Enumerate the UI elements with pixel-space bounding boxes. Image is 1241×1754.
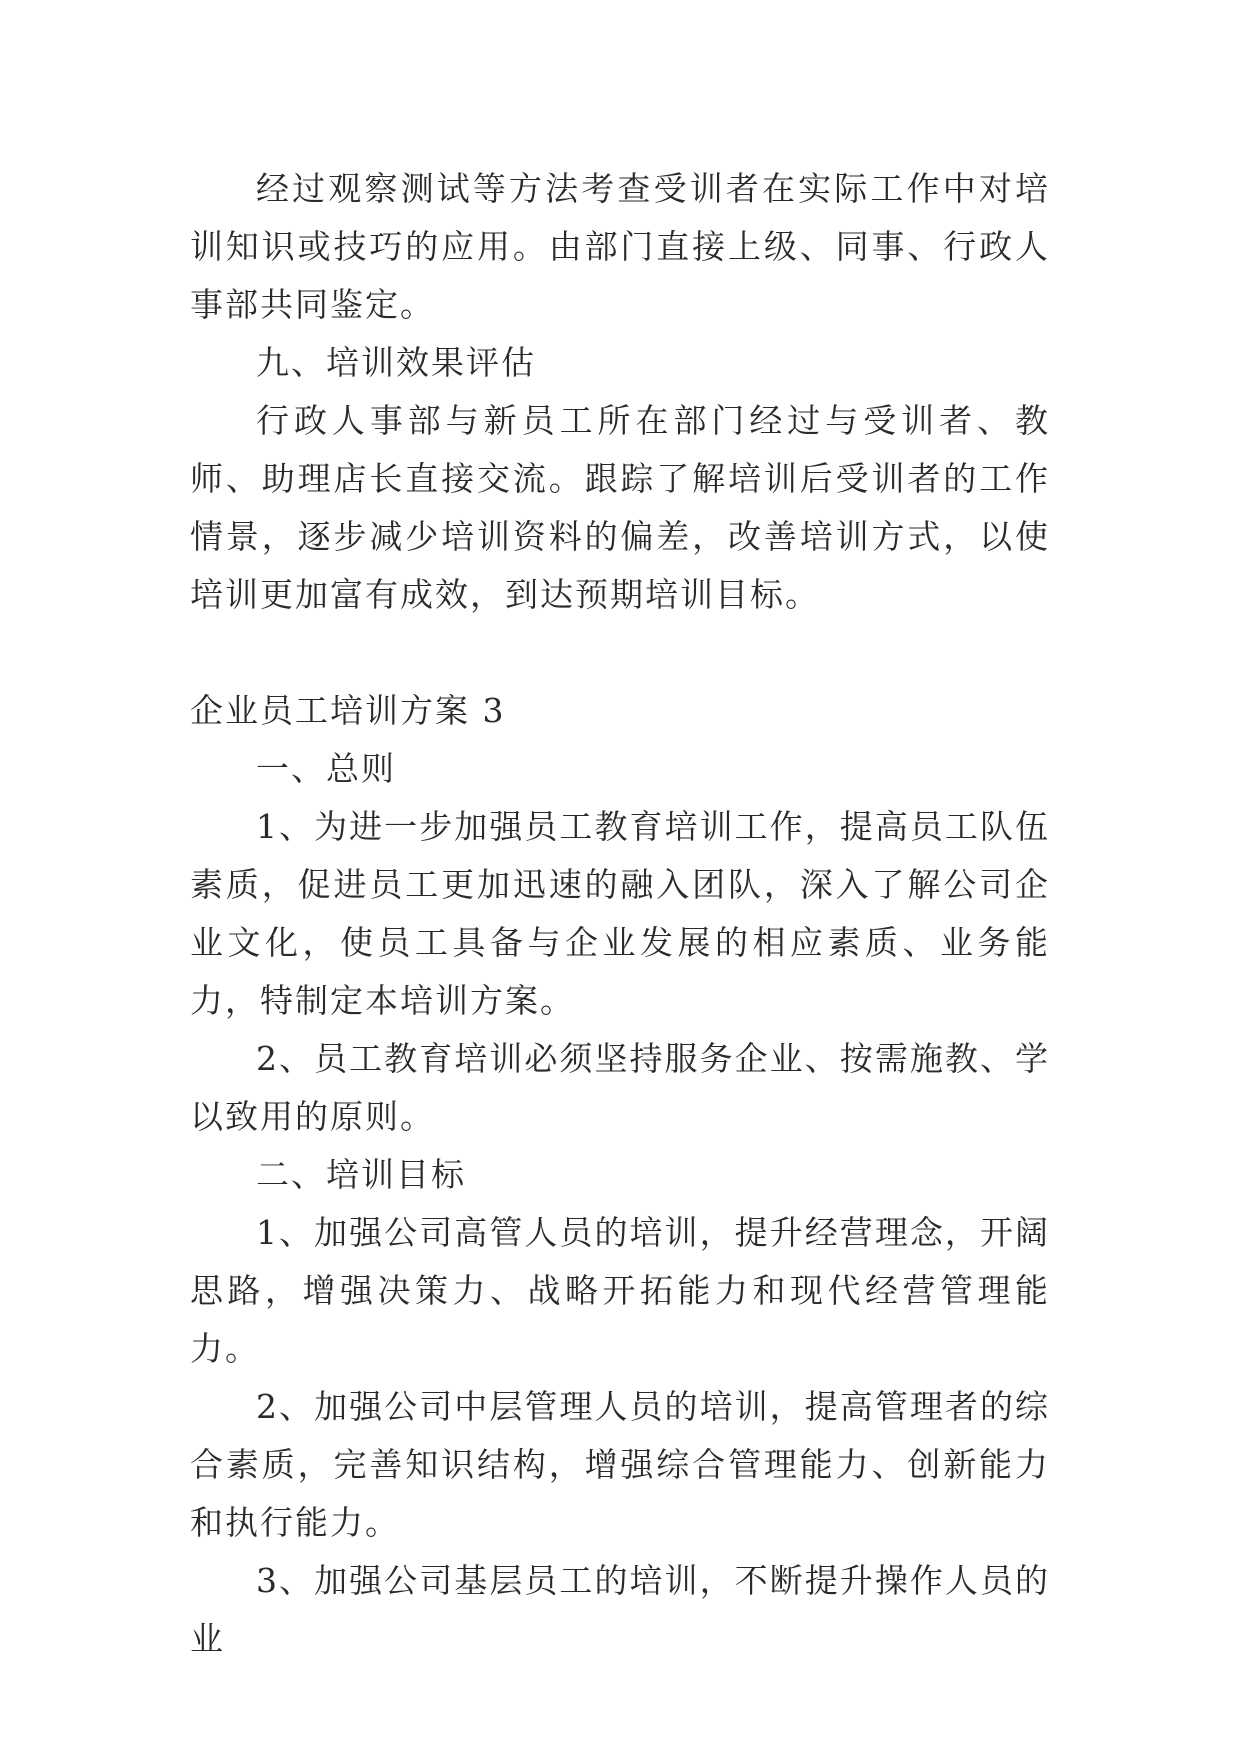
document-title: 企业员工培训方案 3	[190, 691, 506, 730]
paragraph-goal-1: 1、加强公司高管人员的培训，提升经营理念，开阔思路，增强决策力、战略开拓能力和现代经营管理能力。	[190, 1213, 1050, 1368]
section-heading-training-goals: 二、培训目标	[256, 1155, 466, 1194]
paragraph-goal-3: 3、加强公司基层员工的培训，不断提升操作人员的业	[190, 1561, 1050, 1658]
paragraph-general-2: 2、员工教育培训必须坚持服务企业、按需施教、学以致用的原则。	[190, 1039, 1050, 1136]
paragraph-training-effect-assessment: 行政人事部与新员工所在部门经过与受训者、教师、助理店长直接交流。跟踪了解培训后受训者的工作情景，逐步减少培训资料的偏差，改善培训方式，以使培训更加富有成效，到达预期培训目标。	[190, 401, 1050, 614]
paragraph-goal-2: 2、加强公司中层管理人员的培训，提高管理者的综合素质，完善知识结构，增强综合管理能力、创新能力和执行能力。	[190, 1387, 1050, 1542]
document-body	[190, 160, 1050, 1668]
section-heading-nine: 九、培训效果评估	[256, 343, 536, 382]
paragraph-training-evaluation-method: 经过观察测试等方法考查受训者在实际工作中对培训知识或技巧的应用。由部门直接上级、同事、行政人事部共同鉴定。	[190, 169, 1050, 324]
paragraph-general-1: 1、为进一步加强员工教育培训工作，提高员工队伍素质，促进员工更加迅速的融入团队，深入了解公司企业文化，使员工具备与企业发展的相应素质、业务能力，特制定本培训方案。	[190, 807, 1050, 1020]
section-heading-general: 一、总则	[256, 749, 396, 788]
